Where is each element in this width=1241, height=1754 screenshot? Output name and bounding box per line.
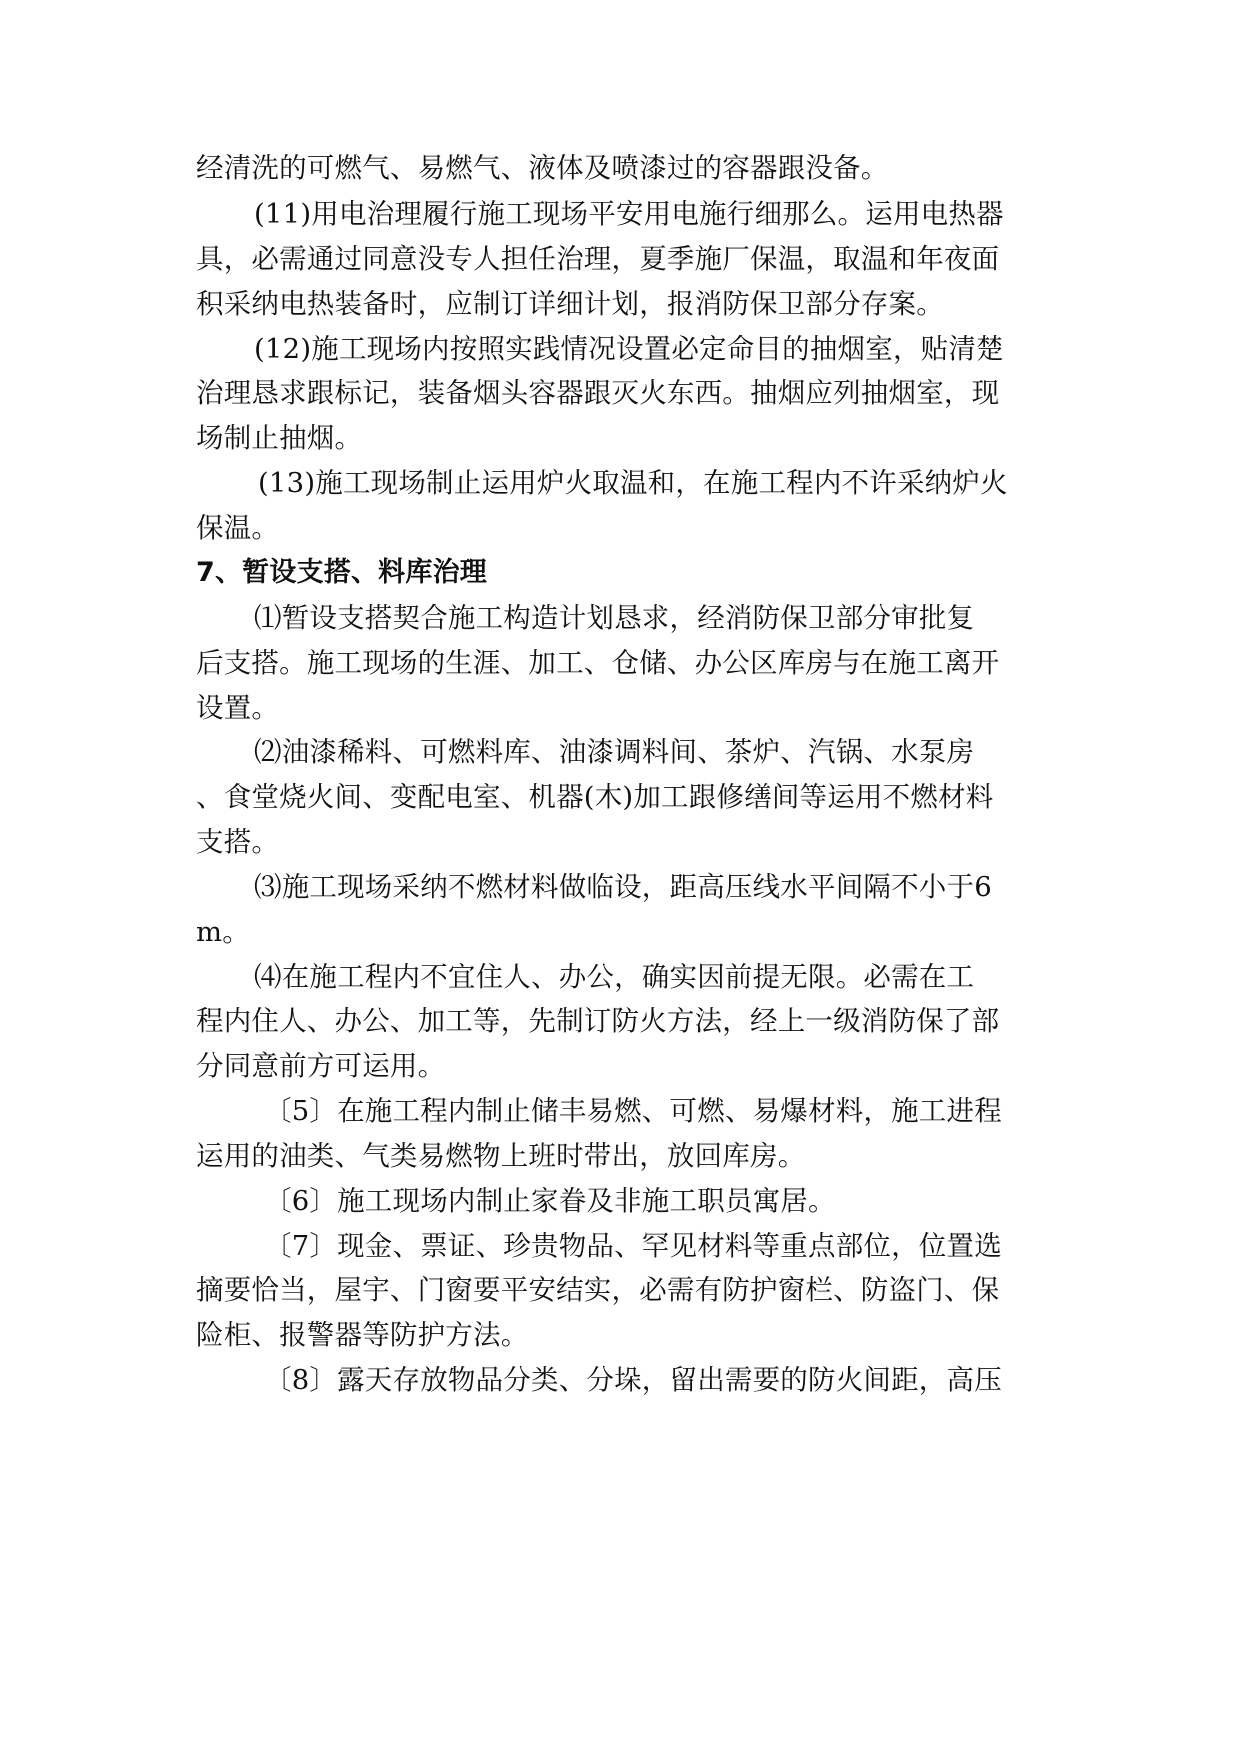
text-line: 摘要恰当，屋宇、门窗要平安结实，必需有防护窗栏、防盗门、保	[196, 1274, 1000, 1306]
text-line: ⑶施工现场采纳不燃材料做临设，距高压线水平间隔不小于6	[254, 871, 992, 903]
section-heading: 7、暂设支搭、料库治理	[196, 557, 487, 588]
text-line: 场制止抽烟。	[196, 422, 363, 454]
text-line: (11)用电治理履行施工现场平安用电施行细那么。运用电热器	[254, 198, 1004, 230]
text-line: 〔6〕施工现场内制止家眷及非施工职员寓居。	[264, 1185, 836, 1217]
text-line: 设置。	[196, 692, 280, 724]
text-line: 经清洗的可燃气、易燃气、液体及喷漆过的容器跟没备。	[196, 152, 889, 184]
text-line: (13)施工现场制止运用炉火取温和，在施工程内不许采纳炉火	[258, 467, 1008, 499]
text-line: 〔5〕在施工程内制止储丰易燃、可燃、易爆材料，施工进程	[264, 1095, 1002, 1127]
text-line: m。	[196, 916, 250, 948]
text-line: 程内住人、办公、加工等，先制订防火方法，经上一级消防保了部	[196, 1005, 1000, 1037]
text-line: ⑷在施工程内不宜住人、办公，确实因前提无限。必需在工	[254, 961, 975, 993]
text-line: 险柜、报警器等防护方法。	[196, 1319, 529, 1351]
text-line: 〔8〕露天存放物品分类、分垛，留出需要的防火间距，高压	[264, 1364, 1002, 1396]
text-line: 积采纳电热装备时，应制订详细计划，报消防保卫部分存案。	[196, 288, 944, 320]
text-line: 保温。	[196, 512, 280, 544]
text-line: 具，必需通过同意没专人担任治理，夏季施厂保温，取温和年夜面	[196, 243, 1000, 275]
text-line: ⑵油漆稀料、可燃料库、油漆调料间、茶炉、汽锅、水泵房	[254, 736, 975, 768]
text-line: 分同意前方可运用。	[196, 1050, 446, 1082]
text-line: 后支搭。施工现场的生涯、加工、仓储、办公区库房与在施工离开	[196, 647, 1000, 679]
text-line: 支搭。	[196, 826, 280, 858]
text-line: (12)施工现场内按照实践情况设置必定命目的抽烟室，贴清楚	[254, 333, 1004, 365]
text-line: 〔7〕现金、票证、珍贵物品、罕见材料等重点部位，位置选	[264, 1230, 1002, 1262]
text-line: ⑴暂设支搭契合施工构造计划恳求，经消防保卫部分审批复	[254, 602, 975, 634]
text-line: 、食堂烧火间、变配电室、机器(木)加工跟修缮间等运用不燃材料	[196, 781, 994, 813]
text-line: 治理恳求跟标记，装备烟头容器跟灭火东西。抽烟应列抽烟室，现	[196, 377, 1000, 409]
text-line: 运用的油类、气类易燃物上班时带出，放回库房。	[196, 1140, 806, 1172]
